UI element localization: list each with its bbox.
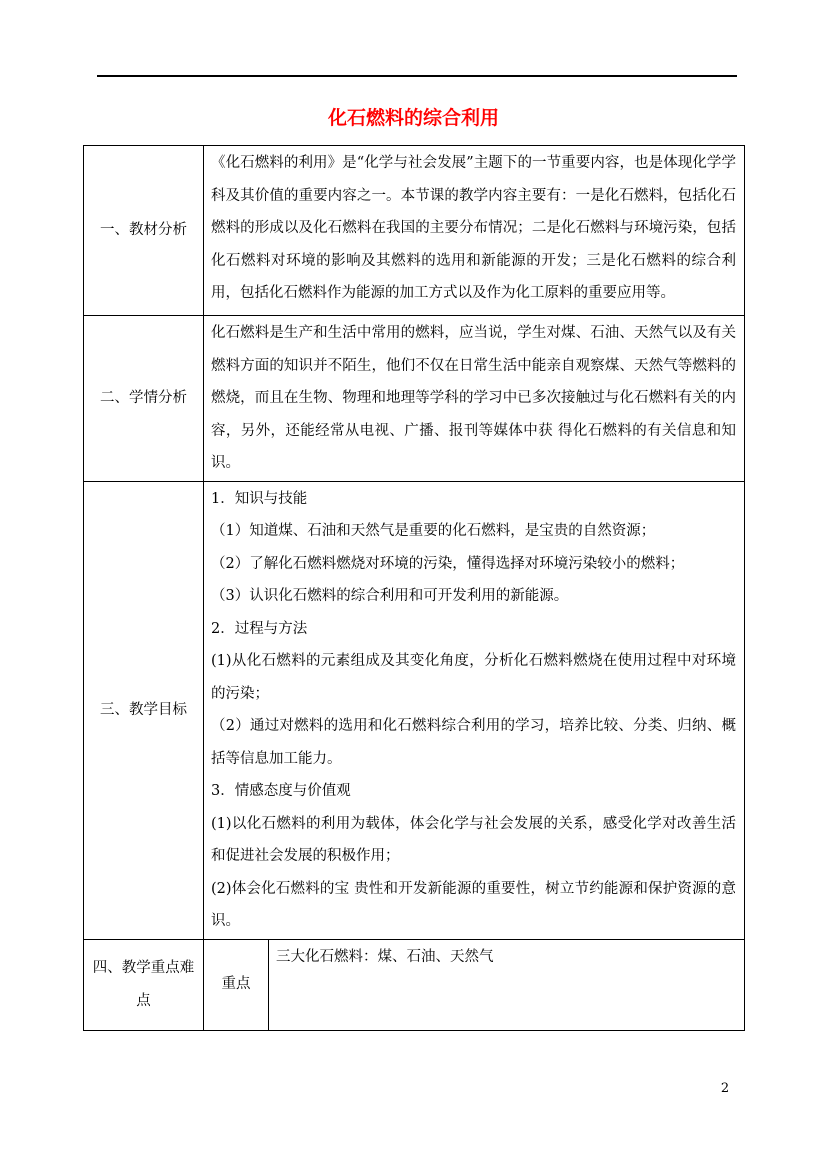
objective-item: (1)以化石燃料的利用为载体，体会化学与社会发展的关系，感受化学对改善生活和促进社会发展的积极作用；	[211, 815, 736, 864]
table-row-key-points	[84, 939, 745, 1030]
row-label-learner-analysis: 二、学情分析	[84, 316, 204, 482]
row-content-teaching-objectives	[204, 481, 745, 939]
row-content-learner-analysis: 化石燃料是生产和生活中常用的燃料，应当说，学生对煤、石油、天然气以及有关燃料方面的知识并不陌生，他们不仅在日常生活中能亲自观察煤、天然气等燃料的燃烧，而且在生物、物理和地理等学科的学习中已多次接触过与化石燃料有关的内容，另外，还能经常从电视、广播、报刊等媒体中获 得化石燃料的有关信息和知识。	[204, 316, 745, 482]
key-point-label: 重点	[204, 939, 269, 1030]
row-label-textbook-analysis: 一、教材分析	[84, 146, 204, 316]
objective-item: （2）通过对燃料的选用和化石燃料综合利用的学习，培养比较、分类、归纳、概括等信息加工能力。	[211, 718, 736, 767]
objective-heading-attitude-values: 3．情感态度与价值观	[211, 783, 351, 799]
row-label-key-points: 四、教学重点难点	[84, 939, 204, 1030]
row-content-textbook-analysis: 《化石燃料的利用》是“化学与社会发展”主题下的一节重要内容，也是体现化学学科及其价值的重要内容之一。本节课的教学内容主要有：一是化石燃料，包括化石燃料的形成以及化石燃料在我国的主要分布情况；二是化石燃料与环境污染，包括化石燃料对环境的影响及其燃料的选用和新能源的开发；三是化石燃料的综合利用，包括化石燃料作为能源的加工方式以及作为化工原料的重要应用等。	[204, 146, 745, 316]
page-header-rule	[97, 75, 737, 77]
page-title: 化石燃料的综合利用	[327, 107, 499, 129]
objective-item: (2)体会化石燃料的宝 贵性和开发新能源的重要性，树立节约能源和保护资源的意识。	[211, 880, 736, 929]
table-row-learner-analysis	[84, 316, 745, 482]
row-content-key-points: 三大化石燃料：煤、石油、天然气	[269, 939, 745, 1030]
objective-item: (1)从化石燃料的元素组成及其变化角度，分析化石燃料燃烧在使用过程中对环境的污染；	[211, 653, 736, 702]
table-row-teaching-objectives	[84, 481, 745, 939]
page-number: 2	[720, 1081, 730, 1096]
objective-item: （3）认识化石燃料的综合利用和可开发利用的新能源。	[211, 588, 569, 604]
lesson-plan-table	[83, 145, 745, 1031]
objective-item: （2）了解化石燃料燃烧对环境的污染，懂得选择对环境污染较小的燃料；	[211, 555, 685, 572]
objective-heading-process-method: 2．过程与方法	[211, 620, 308, 637]
objective-heading-knowledge-skills: 1．知识与技能	[211, 490, 308, 507]
table-row-textbook-analysis	[84, 146, 745, 316]
row-label-teaching-objectives: 三、教学目标	[84, 481, 204, 939]
objective-item: （1）知道煤、石油和天然气是重要的化石燃料，是宝贵的自然资源；	[211, 523, 656, 539]
